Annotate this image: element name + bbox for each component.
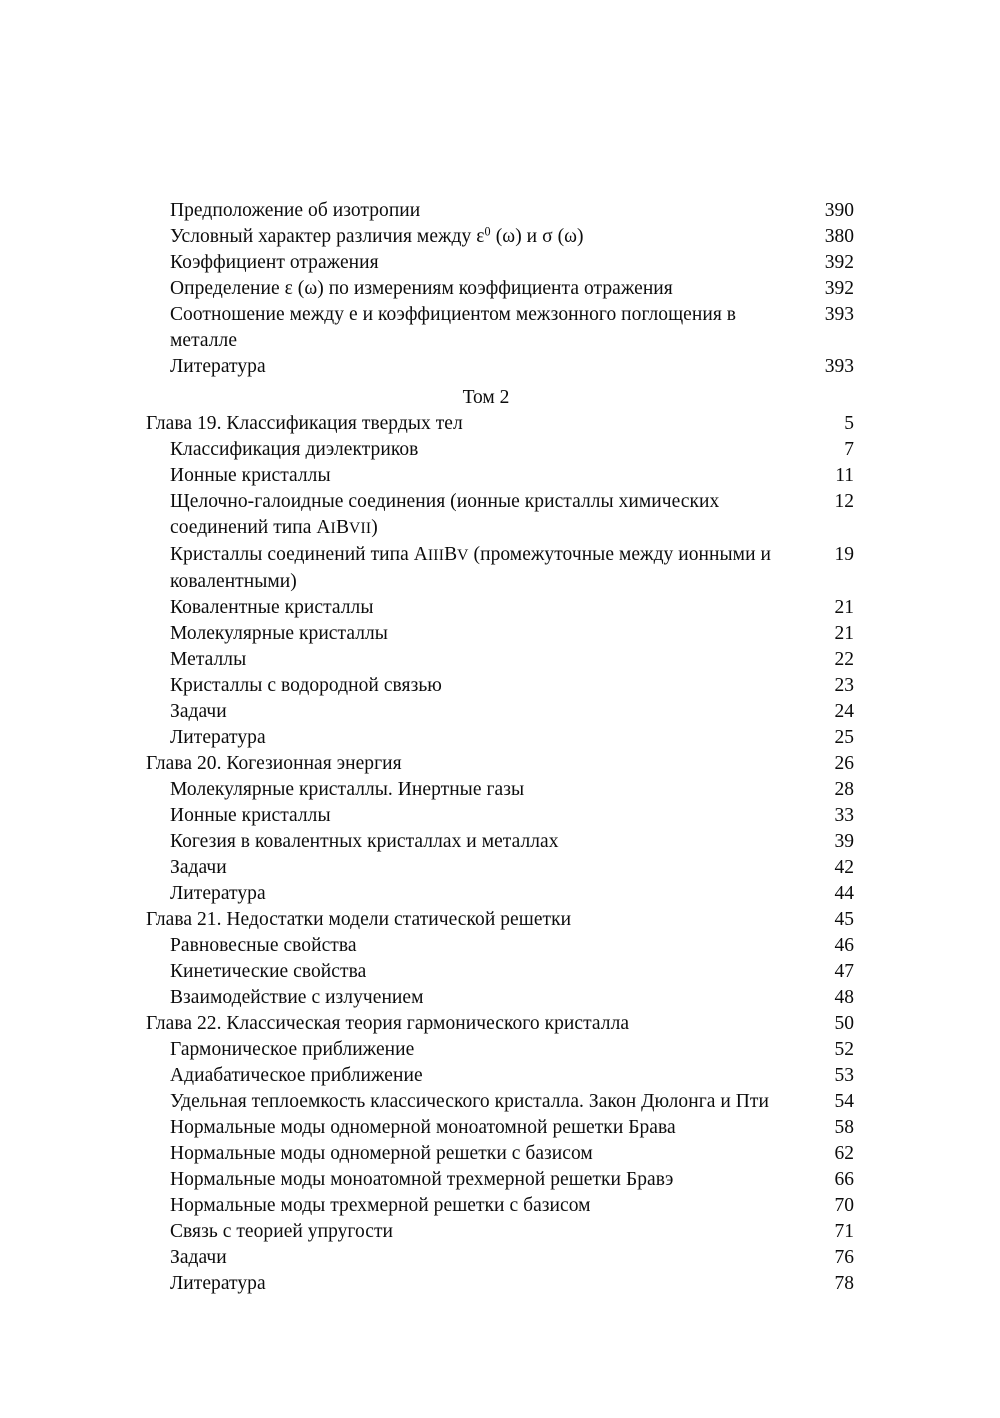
- toc-section-row[interactable]: [146, 1245, 866, 1271]
- toc-entry-page-number: 392: [824, 252, 854, 273]
- toc-entry-page-number: 48: [834, 987, 854, 1008]
- toc-chapter-row[interactable]: [146, 907, 866, 933]
- toc-entry-page-number: 42: [834, 857, 854, 878]
- toc-entry-page-number: 5: [844, 413, 854, 434]
- toc-entry-page-number: 26: [834, 753, 854, 774]
- volume-heading-row: [146, 385, 866, 411]
- table-of-contents: [146, 198, 866, 1297]
- toc-entry-title: Глава 20. Когезионная энергия: [146, 753, 402, 774]
- toc-section-row[interactable]: [146, 725, 866, 751]
- toc-chapter-row[interactable]: [146, 411, 866, 437]
- toc-entry-title: Нормальные моды одномерной моноатомной решетки Брава: [170, 1117, 676, 1138]
- toc-entry-title: Нормальные моды трехмерной решетки с базисом: [170, 1195, 591, 1216]
- toc-entry-page-number: 33: [834, 805, 854, 826]
- toc-section-row[interactable]: [146, 959, 866, 985]
- toc-section-row[interactable]: [146, 302, 866, 354]
- toc-entry-title: Щелочно-галоидные соединения (ионные кристаллы химических соединений типа AIBVII): [170, 491, 720, 538]
- toc-entry-title: Связь с теорией упругости: [170, 1221, 394, 1242]
- toc-entry-page-number: 393: [824, 356, 854, 377]
- toc-entry-title: Соотношение между е и коэффициентом межзонного поглощения в металле: [170, 304, 737, 351]
- toc-chapter-row[interactable]: [146, 751, 866, 777]
- toc-entry-title: Условный характер различия между $\varepsilon^0$ (ω) и σ (ω): [170, 224, 584, 247]
- toc-entry-title: Равновесные свойства: [170, 935, 357, 956]
- toc-entry-title: Ковалентные кристаллы: [170, 597, 374, 618]
- toc-entry-title: Молекулярные кристаллы: [170, 623, 388, 644]
- toc-section-row[interactable]: [146, 1219, 866, 1245]
- toc-entry-page-number: 21: [834, 597, 854, 618]
- volume-heading: Том 2: [462, 387, 510, 408]
- toc-section-row[interactable]: [146, 437, 866, 463]
- toc-section-row[interactable]: [146, 1037, 866, 1063]
- toc-entry-title: Литература: [170, 356, 266, 377]
- toc-entry-page-number: 53: [834, 1065, 854, 1086]
- toc-section-row[interactable]: [146, 803, 866, 829]
- toc-entry-title: Глава 19. Классификация твердых тел: [146, 413, 463, 434]
- toc-section-row[interactable]: [146, 1271, 866, 1297]
- toc-entry-page-number: 45: [834, 909, 854, 930]
- toc-section-row[interactable]: [146, 198, 866, 224]
- toc-section-row[interactable]: [146, 881, 866, 907]
- toc-section-row[interactable]: [146, 699, 866, 725]
- toc-entry-page-number: 76: [834, 1247, 854, 1268]
- toc-entry-title: Кристаллы с водородной связью: [170, 675, 442, 696]
- toc-section-row[interactable]: [146, 777, 866, 803]
- toc-entry-title: Нормальные моды одномерной решетки с базисом: [170, 1143, 593, 1164]
- toc-section-row[interactable]: [146, 463, 866, 489]
- toc-entry-page-number: 71: [834, 1221, 854, 1242]
- toc-entry-title: Глава 22. Классическая теория гармонического кристалла: [146, 1013, 630, 1034]
- toc-entry-title: Литература: [170, 727, 266, 748]
- toc-section-row[interactable]: [146, 933, 866, 959]
- toc-section-row[interactable]: [146, 542, 866, 595]
- toc-section-row[interactable]: [146, 276, 866, 302]
- toc-section-row[interactable]: [146, 985, 866, 1011]
- toc-entry-title: Ионные кристаллы: [170, 465, 331, 486]
- toc-entry-page-number: 78: [834, 1273, 854, 1294]
- toc-entry-page-number: 70: [834, 1195, 854, 1216]
- toc-entry-title: Кристаллы соединений типа AIIIBV (промежуточные между ионными и ковалентными): [170, 544, 771, 592]
- toc-entry-page-number: 62: [834, 1143, 854, 1164]
- toc-section-row[interactable]: [146, 1193, 866, 1219]
- toc-section-row[interactable]: [146, 647, 866, 673]
- toc-entry-page-number: 39: [834, 831, 854, 852]
- toc-entry-page-number: 21: [834, 623, 854, 644]
- toc-entry-title: Задачи: [170, 857, 227, 878]
- toc-section-row[interactable]: [146, 250, 866, 276]
- toc-entry-page-number: 24: [834, 701, 854, 722]
- toc-entry-title: Нормальные моды моноатомной трехмерной решетки Бравэ: [170, 1169, 674, 1190]
- toc-entry-page-number: 393: [824, 304, 854, 325]
- toc-entry-title: Молекулярные кристаллы. Инертные газы: [170, 779, 525, 800]
- toc-section-row[interactable]: [146, 489, 866, 542]
- toc-entry-title: Удельная теплоемкость классического кристалла. Закон Дюлонга и Пти: [170, 1091, 769, 1112]
- toc-entry-page-number: 54: [834, 1091, 854, 1112]
- toc-entry-page-number: 19: [834, 544, 854, 565]
- toc-entry-title: Задачи: [170, 701, 227, 722]
- toc-section-row[interactable]: [146, 224, 866, 250]
- toc-chapter-row[interactable]: [146, 1011, 866, 1037]
- toc-entry-title: Адиабатическое приближение: [170, 1065, 423, 1086]
- toc-entry-title: Определение ε (ω) по измерениям коэффициента отражения: [170, 278, 673, 299]
- toc-entry-page-number: 28: [834, 779, 854, 800]
- toc-section-row[interactable]: [146, 621, 866, 647]
- toc-entry-title: Металлы: [170, 649, 247, 670]
- toc-entry-title: Кинетические свойства: [170, 961, 367, 982]
- toc-entry-title: Ионные кристаллы: [170, 805, 331, 826]
- toc-entry-title: Предположение об изотропии: [170, 200, 421, 221]
- toc-entry-page-number: 50: [834, 1013, 854, 1034]
- toc-section-row[interactable]: [146, 1063, 866, 1089]
- toc-section-row[interactable]: [146, 1141, 866, 1167]
- toc-section-row[interactable]: [146, 595, 866, 621]
- toc-entry-page-number: 22: [834, 649, 854, 670]
- toc-entry-title: Глава 21. Недостатки модели статической решетки: [146, 909, 572, 930]
- toc-section-row[interactable]: [146, 673, 866, 699]
- toc-entry-page-number: 25: [834, 727, 854, 748]
- toc-entry-title: Взаимодействие с излучением: [170, 987, 424, 1008]
- toc-entry-title: Когезия в ковалентных кристаллах и металлах: [170, 831, 559, 852]
- toc-section-row[interactable]: [146, 1167, 866, 1193]
- toc-entry-page-number: 46: [834, 935, 854, 956]
- toc-section-row[interactable]: [146, 1089, 866, 1115]
- toc-entry-title: Задачи: [170, 1247, 227, 1268]
- toc-section-row[interactable]: [146, 855, 866, 881]
- toc-entry-page-number: 392: [824, 278, 854, 299]
- toc-entry-page-number: 7: [844, 439, 854, 460]
- toc-entry-title: Литература: [170, 1273, 266, 1294]
- toc-entry-page-number: 44: [834, 883, 854, 904]
- toc-entry-page-number: 390: [824, 200, 854, 221]
- toc-entry-title: Коэффициент отражения: [170, 252, 379, 273]
- toc-entry-title: Гармоническое приближение: [170, 1039, 415, 1060]
- toc-entry-page-number: 23: [834, 675, 854, 696]
- toc-section-row[interactable]: [146, 354, 866, 380]
- toc-entry-title: Классификация диэлектриков: [170, 439, 419, 460]
- toc-entry-page-number: 11: [835, 465, 854, 486]
- toc-entry-page-number: 52: [834, 1039, 854, 1060]
- toc-entry-page-number: 380: [824, 226, 854, 247]
- toc-entry-page-number: 47: [834, 961, 854, 982]
- toc-section-row[interactable]: [146, 1115, 866, 1141]
- toc-entry-page-number: 12: [834, 491, 854, 512]
- toc-entry-page-number: 66: [834, 1169, 854, 1190]
- toc-entry-title: Литература: [170, 883, 266, 904]
- toc-section-row[interactable]: [146, 829, 866, 855]
- toc-entry-page-number: 58: [834, 1117, 854, 1138]
